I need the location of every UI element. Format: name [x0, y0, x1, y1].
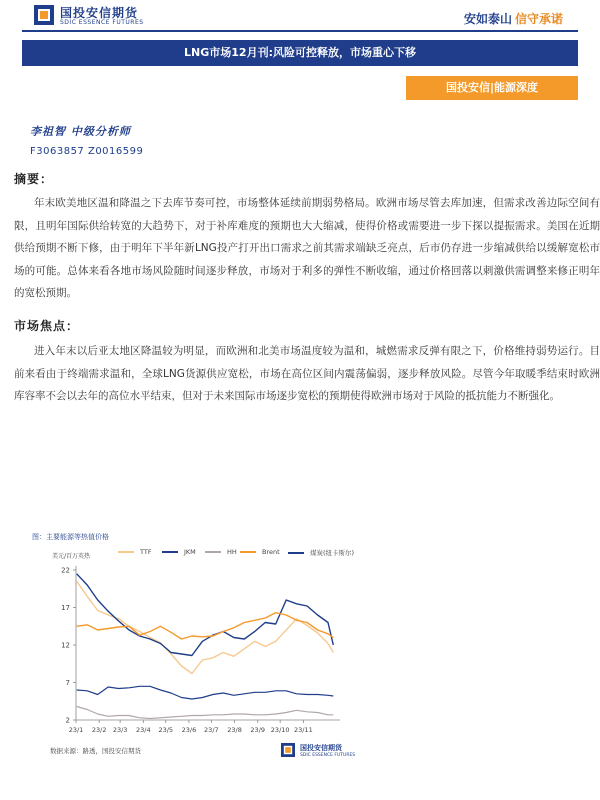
x-tick-label: 23/3 — [112, 726, 128, 734]
x-tick-label: 23/5 — [158, 726, 174, 734]
jkm-line — [77, 574, 334, 656]
x-tick-label: 23/7 — [204, 726, 219, 734]
x-tick-label: 23/1 — [68, 726, 84, 734]
energy-price-line-chart — [40, 560, 350, 745]
focus-paragraph: 进入年末以后亚太地区降温较为明显，而欧洲和北美市场温度较为温和，城燃需求反弹有限之下，价格维持弱势运行。目前来看由于终端需求温和，全球LNG货源供应宽松，市场在高位区间内震荡偏弱，逐步释放风险。尽管今年取暖季结束时欧洲库容率不会以去年的高位水平结束，但对于未来国际市场逐步宽松的预期使得欧洲市场对于风险的抵抗能力不断强化。 — [14, 345, 600, 402]
chart-y-unit: 美元/百万英热 — [52, 553, 91, 560]
slogan-part-1: 安如泰山 — [463, 12, 512, 26]
chart-title: 图：主要能源等热值价格 — [32, 533, 109, 541]
x-tick-label: 23/6 — [181, 726, 197, 734]
summary-paragraph: 年末欧美地区温和降温之下去库节奏可控，市场整体延续前期弱势格局。欧洲市场尽管去库加速，但需求改善边际空间有限，且明年国际供给转宽的大趋势下，对于补库难度的预期也大大缩减，使得价格或需要进一步下探以提振需求。美国在近期供给预期不断下修，由于明年下半年新LNG投产打开出口需求之前其需求端缺乏亮点，后市仍存进一步缩减供给以缓解宽松市场的可能。总体来看各地市场风险随时间逐步释放，市场对于利多的弹性不断收缩，通过价格回落以刺激供需调整来修正明年的宽松预期。 — [14, 197, 600, 299]
focus-heading: 市场焦点： — [14, 319, 80, 333]
y-tick-label: 22 — [61, 566, 70, 575]
legend-item-jkm: JKM — [162, 548, 196, 556]
x-tick-label: 23/9 — [250, 726, 266, 734]
y-tick-label: 7 — [65, 679, 70, 687]
logo-text: 国投安信期货 — [60, 6, 139, 20]
report-title: LNG市场12月刊:风险可控释放，市场重心下移 — [22, 40, 578, 66]
slogan-part-2: 信守承诺 — [514, 12, 563, 26]
chart-source: 数据来源：路透，国投安信期货 — [50, 747, 141, 755]
summary-heading: 摘要： — [14, 172, 54, 186]
sdic-footer-logo-icon — [281, 743, 295, 757]
author-line: 李祖智 中级分析师 — [30, 125, 131, 138]
x-tick-label: 23/10 — [270, 726, 290, 734]
coal-line — [77, 686, 334, 699]
x-tick-label: 23/2 — [91, 726, 107, 734]
header-divider — [22, 30, 578, 32]
x-tick-label: 23/11 — [293, 726, 313, 734]
legend-item-hh: HH — [205, 548, 237, 556]
x-tick-label: 23/4 — [136, 726, 151, 734]
hh-line — [77, 707, 334, 719]
footer-logo-subtext: SDIC ESSENCE FUTURES — [300, 753, 356, 758]
legend-item-coal: 煤炭(纽卡斯尔) — [288, 548, 354, 557]
y-tick-label: 17 — [61, 604, 70, 612]
footer-logo-text: 国投安信期货 — [300, 744, 342, 752]
legend-item-brent: Brent — [240, 548, 280, 556]
author-certification: F3063857 Z0016599 — [30, 146, 144, 157]
page-header — [0, 0, 600, 34]
sdic-logo-icon — [34, 5, 54, 25]
report-category-tag: 国投安信|能源深度 — [406, 76, 578, 100]
legend-item-ttf: TTF — [118, 548, 152, 556]
brent-line — [77, 613, 334, 639]
x-tick-label: 23/8 — [227, 726, 242, 734]
logo-subtext: SDIC ESSENCE FUTURES — [60, 19, 144, 26]
y-tick-label: 12 — [61, 641, 70, 650]
y-tick-label: 2 — [65, 716, 70, 725]
